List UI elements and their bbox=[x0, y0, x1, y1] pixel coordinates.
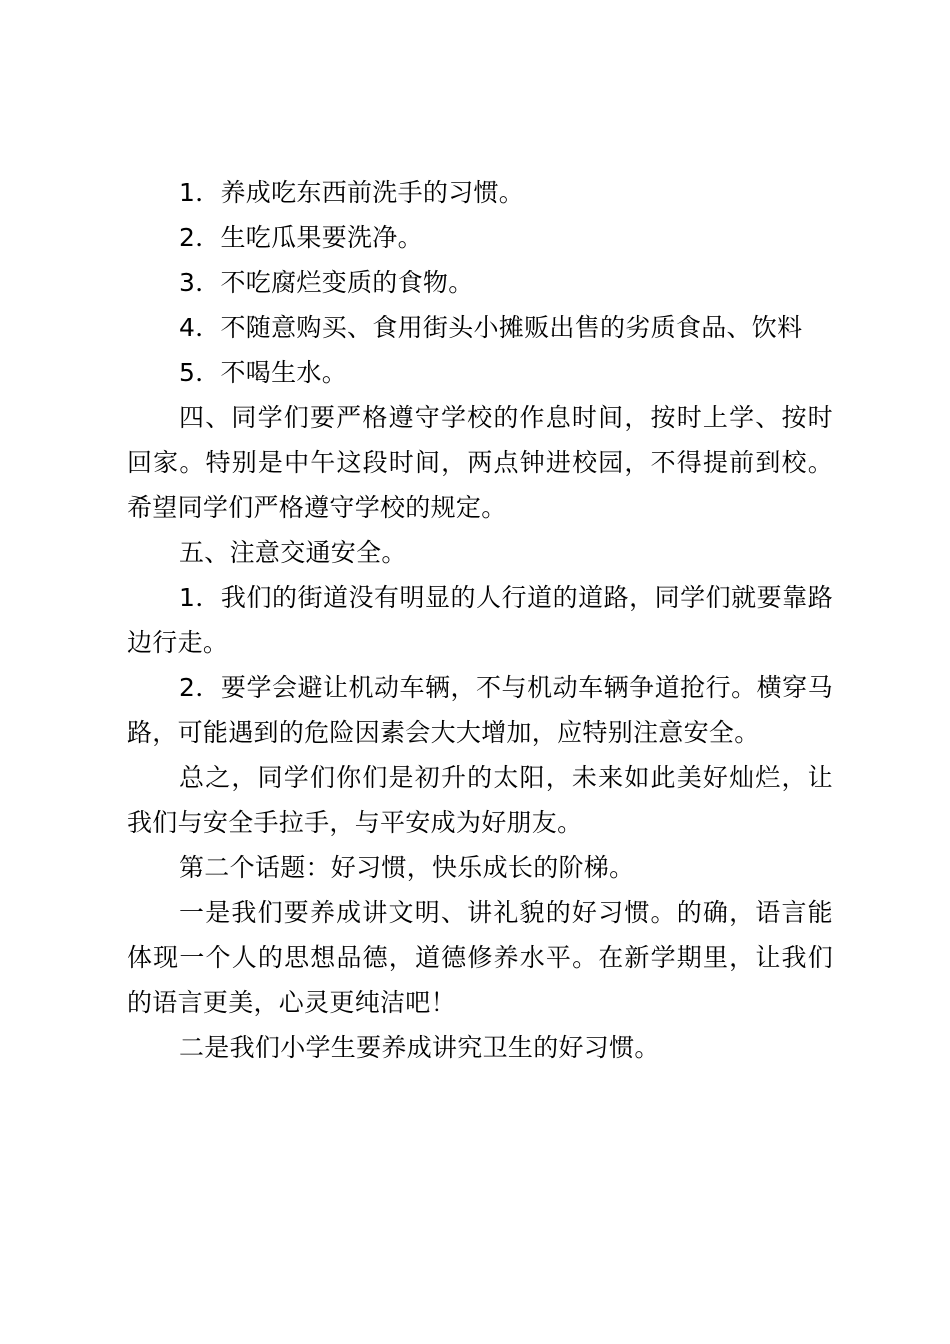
paragraph-item-4: 4．不随意购买、食用街头小摊贩出售的劣质食品、饮料 bbox=[179, 313, 803, 342]
paragraph-item-3: 3．不吃腐烂变质的食物。 bbox=[179, 268, 474, 297]
paragraph-section-five-heading: 五、注意交通安全。 bbox=[179, 538, 407, 567]
paragraph-traffic-item-2: 2．要学会避让机动车辆，不与机动车辆争道抢行。横穿马路，可能遇到的危险因素会大大增加，应特别注意安全。 bbox=[127, 673, 833, 747]
paragraph-item-2: 2．生吃瓜果要洗净。 bbox=[179, 223, 423, 252]
paragraph-topic-two-heading: 第二个话题：好习惯，快乐成长的阶梯。 bbox=[179, 853, 635, 882]
paragraph-habit-two: 二是我们小学生要养成讲究卫生的好习惯。 bbox=[179, 1033, 660, 1062]
document-body bbox=[127, 170, 833, 1070]
paragraph-summary: 总之，同学们你们是初升的太阳，未来如此美好灿烂，让我们与安全手拉手，与平安成为好朋友。 bbox=[127, 763, 833, 837]
paragraph-traffic-item-1: 1．我们的街道没有明显的人行道的道路，同学们就要靠路边行走。 bbox=[127, 583, 833, 657]
paragraph-section-four: 四、同学们要严格遵守学校的作息时间，按时上学、按时回家。特别是中午这段时间，两点钟进校园，不得提前到校。希望同学们严格遵守学校的规定。 bbox=[127, 403, 833, 522]
paragraph-habit-one: 一是我们要养成讲文明、讲礼貌的好习惯。的确，语言能体现一个人的思想品德，道德修养水平。在新学期里，让我们的语言更美，心灵更纯洁吧！ bbox=[127, 898, 833, 1017]
paragraph-item-5: 5．不喝生水。 bbox=[179, 358, 348, 387]
paragraph-item-1: 1．养成吃东西前洗手的习惯。 bbox=[179, 178, 525, 207]
